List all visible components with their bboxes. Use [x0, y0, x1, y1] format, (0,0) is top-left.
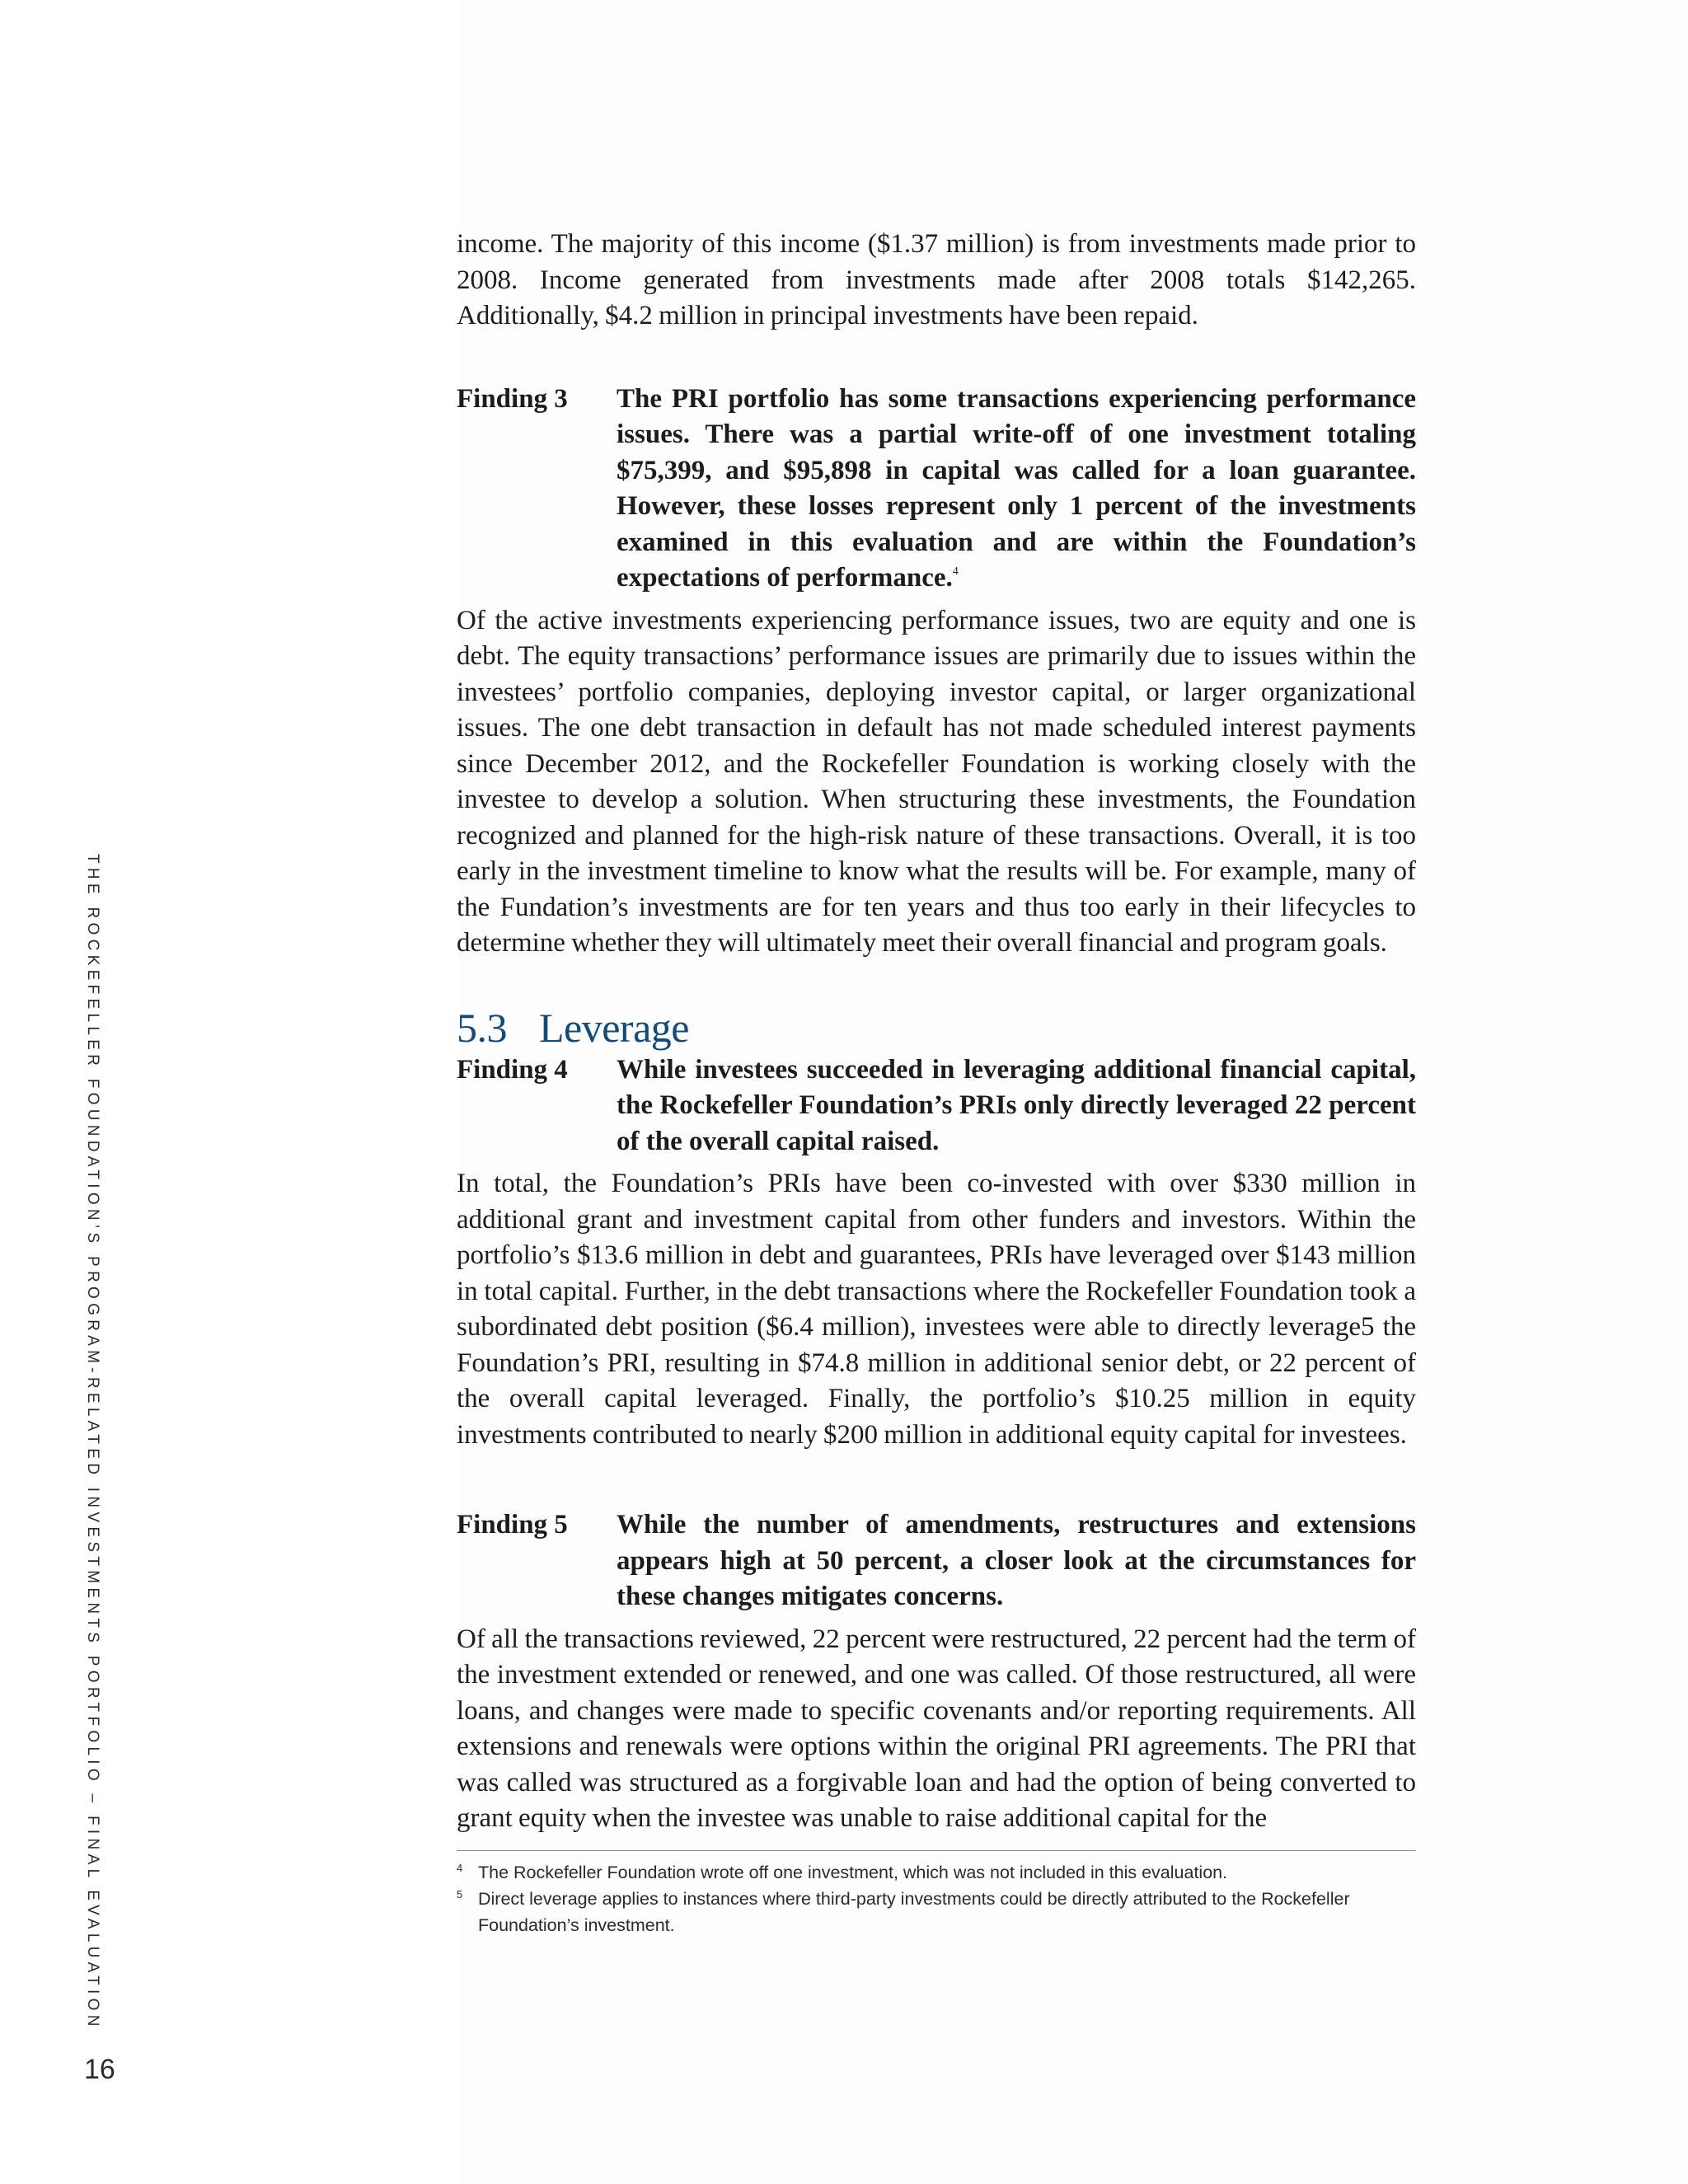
section-number: 5.3	[457, 1004, 507, 1051]
finding-4	[457, 1052, 1416, 1160]
finding-5	[457, 1507, 1416, 1615]
footnote-4-number: 4	[457, 1861, 463, 1874]
section-title: Leverage	[539, 1004, 689, 1051]
footnote-5-text: Direct leverage applies to instances where third-party investments could be directly attributed to the Rockefeller Foundation’s investment.	[478, 1888, 1350, 1935]
main-content	[457, 227, 1416, 1938]
intro-paragraph: income. The majority of this income ($1.37 million) is from investments made prior to 2008. Income generated from investments made after 2008 totals $142,265. Additionally, $4.2 million in principal investments have been repaid.	[457, 229, 1416, 330]
footnote-5	[457, 1886, 1416, 1938]
finding-3	[457, 382, 1416, 597]
section-heading	[457, 1003, 1416, 1052]
finding-3-label: Finding 3	[457, 383, 568, 414]
finding-5-statement: While the number of amendments, restructures and extensions appears high at 50 percent, a closer look at the circumstances for these changes mitigates concerns.	[617, 1510, 1416, 1611]
footnote-4	[457, 1859, 1416, 1886]
page-number: 16	[84, 2054, 115, 2085]
footnote-4-text: The Rockefeller Foundation wrote off one investment, which was not included in this evaluation.	[478, 1862, 1228, 1882]
finding-3-statement	[617, 382, 1416, 597]
running-title: THE ROCKEFELLER FOUNDATION’S PROGRAM-RELATED INVESTMENTS PORTFOLIO – FINAL EVALUATION	[84, 854, 101, 2031]
footnotes	[457, 1850, 1416, 1938]
finding-4-paragraph: In total, the Foundation’s PRIs have been co-invested with over $330 million in additional grant and investment capital from other funders and investors. Within the portfolio’s $13.6 million in debt and guarantees, PRIs have leveraged over $143 million in total capital. Further, in the debt transactions where the Rockefeller Foundation took a subordinated debt position ($6.4 million), investees were able to directly leverage5 the Foundation’s PRI, resulting in $74.8 million in additional senior debt, or 22 percent of the overall capital leveraged. Finally, the portfolio’s $10.25 million in equity investments contributed to nearly $200 million in additional equity capital for investees.	[457, 1169, 1416, 1450]
finding-5-paragraph: Of all the transactions reviewed, 22 percent were restructured, 22 percent had the term of the investment extended or renewed, and one was called. Of those restructured, all were loans, and changes were made to specific covenants and/or reporting requirements. All extensions and renewals were options within the original PRI agreements. The PRI that was called was structured as a forgivable loan and had the option of being converted to grant equity when the investee was unable to raise additional capital for the	[457, 1624, 1416, 1833]
finding-3-text: The PRI portfolio has some transactions experiencing performance issues. There was a partial write-off of one investment totaling $75,399, and $95,898 in capital was called for a loan guarantee. However, these losses represent only 1 percent of the investments examined in this evaluation and are within the Foundation’s expectations of performance.	[617, 383, 1416, 593]
footnote-ref-4: 4	[952, 565, 959, 578]
finding-4-label: Finding 4	[457, 1054, 568, 1085]
finding-4-statement: While investees succeeded in leveraging additional financial capital, the Rockefeller Foundation’s PRIs only directly leveraged 22 percent of the overall capital raised.	[617, 1054, 1416, 1156]
footnote-5-number: 5	[457, 1887, 463, 1900]
finding-5-label: Finding 5	[457, 1510, 568, 1540]
finding-3-paragraph: Of the active investments experiencing performance issues, two are equity and one is debt. The equity transactions’ performance issues are primarily due to issues within the investees’ portfolio companies, deploying investor capital, or larger organizational issues. The one debt transaction in default has not made scheduled interest payments since December 2012, and the Rockefeller Foundation is working closely with the investee to develop a solution. When structuring these investments, the Foundation recognized and planned for the high-risk nature of these transactions. Overall, it is too early in the investment timeline to know what the results will be. For example, many of the Fundation’s investments are for ten years and thus too early in their lifecycles to determine whether they will ultimately meet their overall financial and program goals.	[457, 605, 1416, 958]
